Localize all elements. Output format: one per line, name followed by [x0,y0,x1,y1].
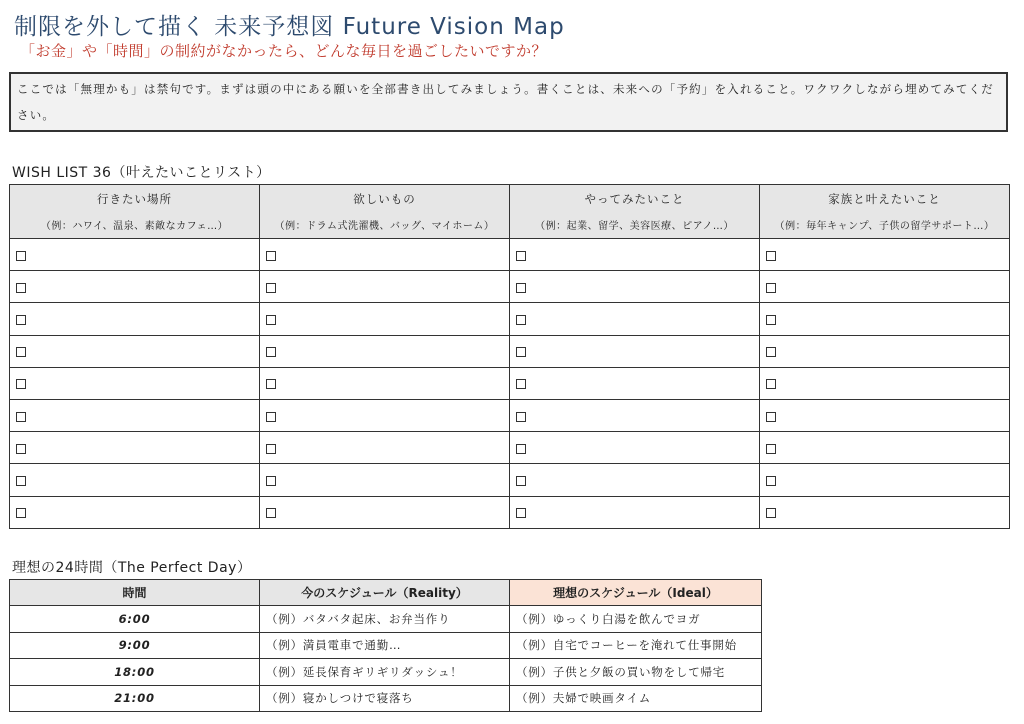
wish-checkbox[interactable] [266,412,276,422]
wish-col-activities [510,185,760,239]
schedule-ideal-cell[interactable]: （例）夫婦で映画タイム [510,685,762,712]
wish-checkbox[interactable] [16,444,26,454]
wish-checkbox[interactable] [266,476,276,486]
wish-cell[interactable] [10,335,260,367]
schedule-ideal-cell[interactable]: （例）ゆっくり白湯を飲んでヨガ [510,606,762,633]
wish-cell[interactable] [510,432,760,464]
wish-list-header-row [10,185,1010,239]
wish-row [10,496,1010,528]
wish-cell[interactable] [760,432,1010,464]
schedule-time: 18:00 [10,659,260,686]
wish-row [10,399,1010,431]
wish-checkbox[interactable] [266,251,276,261]
wish-checkbox[interactable] [266,444,276,454]
wish-cell[interactable] [510,335,760,367]
wish-checkbox[interactable] [766,347,776,357]
wish-checkbox[interactable] [766,315,776,325]
wish-row [10,367,1010,399]
wish-checkbox[interactable] [766,444,776,454]
wish-checkbox[interactable] [766,508,776,518]
wish-checkbox[interactable] [516,283,526,293]
wish-checkbox[interactable] [516,444,526,454]
wish-checkbox[interactable] [766,283,776,293]
time-column-header: 時間 [10,580,260,606]
page-subtitle: 「お金」や「時間」の制約がなかったら、どんな毎日を過ごしたいですか？ [20,42,548,60]
wish-cell[interactable] [10,303,260,335]
wish-cell[interactable] [510,271,760,303]
schedule-time: 21:00 [10,685,260,712]
schedule-time: 6:00 [10,606,260,633]
wish-row [10,335,1010,367]
wish-checkbox[interactable] [266,283,276,293]
wish-list-table [9,184,1010,529]
wish-cell[interactable] [760,367,1010,399]
wish-cell[interactable] [10,464,260,496]
wish-cell[interactable] [260,464,510,496]
wish-cell[interactable] [510,239,760,271]
wish-col-family [760,185,1010,239]
wish-checkbox[interactable] [266,315,276,325]
wish-checkbox[interactable] [516,508,526,518]
ideal-column-header: 理想のスケジュール（Ideal） [510,580,762,606]
wish-checkbox[interactable] [16,476,26,486]
wish-checkbox[interactable] [516,476,526,486]
wish-col-label: 欲しいもの [353,192,416,206]
wish-checkbox[interactable] [16,412,26,422]
wish-col-example: （例：起業、留学、美容医療、ピアノ…） [535,221,734,232]
wish-checkbox[interactable] [16,379,26,389]
wish-checkbox[interactable] [516,315,526,325]
schedule-row [10,685,762,712]
wish-cell[interactable] [10,432,260,464]
wish-cell[interactable] [760,464,1010,496]
wish-col-label: やってみたいこと [584,192,685,206]
wish-checkbox[interactable] [16,508,26,518]
wish-cell[interactable] [260,271,510,303]
wish-col-example: （例：ハワイ、温泉、素敵なカフェ…） [40,221,229,232]
perfect-day-table [9,579,762,712]
wish-checkbox[interactable] [766,379,776,389]
wish-checkbox[interactable] [516,347,526,357]
wish-cell[interactable] [260,432,510,464]
page-title: 制限を外して描く 未来予想図 Future Vision Map [14,14,565,40]
wish-checkbox[interactable] [16,315,26,325]
wish-list-heading: WISH LIST 36（叶えたいことリスト） [12,165,271,181]
wish-checkbox[interactable] [516,412,526,422]
wish-cell[interactable] [510,464,760,496]
wish-checkbox[interactable] [516,379,526,389]
wish-checkbox[interactable] [16,251,26,261]
wish-col-example: （例：ドラム式洗濯機、バッグ、マイホーム） [274,221,495,232]
schedule-reality-cell[interactable]: （例）バタバタ起床、お弁当作り [260,606,510,633]
wish-row [10,271,1010,303]
intro-box [9,72,1008,132]
wish-cell[interactable] [760,303,1010,335]
wish-checkbox[interactable] [16,347,26,357]
wish-checkbox[interactable] [266,508,276,518]
wish-cell[interactable] [10,239,260,271]
schedule-reality-cell[interactable]: （例）満員電車で通勤… [260,632,510,659]
wish-col-label: 家族と叶えたいこと [828,192,941,206]
schedule-ideal-cell[interactable]: （例）自宅でコーヒーを淹れて仕事開始 [510,632,762,659]
wish-cell[interactable] [760,399,1010,431]
wish-checkbox[interactable] [766,251,776,261]
wish-cell[interactable] [510,303,760,335]
wish-cell[interactable] [260,303,510,335]
wish-cell[interactable] [260,367,510,399]
wish-cell[interactable] [510,496,760,528]
schedule-reality-cell[interactable]: （例）延長保育ギリギリダッシュ！ [260,659,510,686]
wish-checkbox[interactable] [766,412,776,422]
wish-cell[interactable] [510,367,760,399]
schedule-row [10,606,762,633]
wish-col-places [10,185,260,239]
schedule-reality-cell[interactable]: （例）寝かしつけで寝落ち [260,685,510,712]
wish-cell[interactable] [760,271,1010,303]
schedule-row [10,632,762,659]
wish-cell[interactable] [10,367,260,399]
wish-cell[interactable] [760,496,1010,528]
schedule-row [10,659,762,686]
wish-checkbox[interactable] [516,251,526,261]
wish-list-body [10,239,1010,529]
wish-cell[interactable] [260,335,510,367]
wish-cell[interactable] [260,399,510,431]
wish-checkbox[interactable] [266,347,276,357]
wish-row [10,303,1010,335]
perfect-day-heading: 理想の24時間（The Perfect Day） [12,560,252,576]
wish-checkbox[interactable] [16,283,26,293]
reality-column-header: 今のスケジュール（Reality） [260,580,510,606]
wish-cell[interactable] [760,239,1010,271]
wish-checkbox[interactable] [766,476,776,486]
wish-col-example: （例：毎年キャンプ、子供の留学サポート…） [774,221,995,232]
schedule-ideal-cell[interactable]: （例）子供と夕飯の買い物をして帰宅 [510,659,762,686]
wish-cell[interactable] [10,271,260,303]
wish-row [10,432,1010,464]
wish-cell[interactable] [260,239,510,271]
wish-row [10,239,1010,271]
wish-cell[interactable] [760,335,1010,367]
wish-cell[interactable] [260,496,510,528]
wish-cell[interactable] [10,496,260,528]
wish-row [10,464,1010,496]
perfect-day-header-row [10,580,762,606]
wish-cell[interactable] [510,399,760,431]
wish-col-things [260,185,510,239]
wish-checkbox[interactable] [266,379,276,389]
wish-cell[interactable] [10,399,260,431]
wish-col-label: 行きたい場所 [97,192,172,206]
schedule-time: 9:00 [10,632,260,659]
intro-text: ここでは「無理かも」は禁句です。まずは頭の中にある願いを全部書き出してみましょう。書くことは、未来への「予約」を入れること。ワクワクしながら埋めてみてください。 [17,82,994,122]
